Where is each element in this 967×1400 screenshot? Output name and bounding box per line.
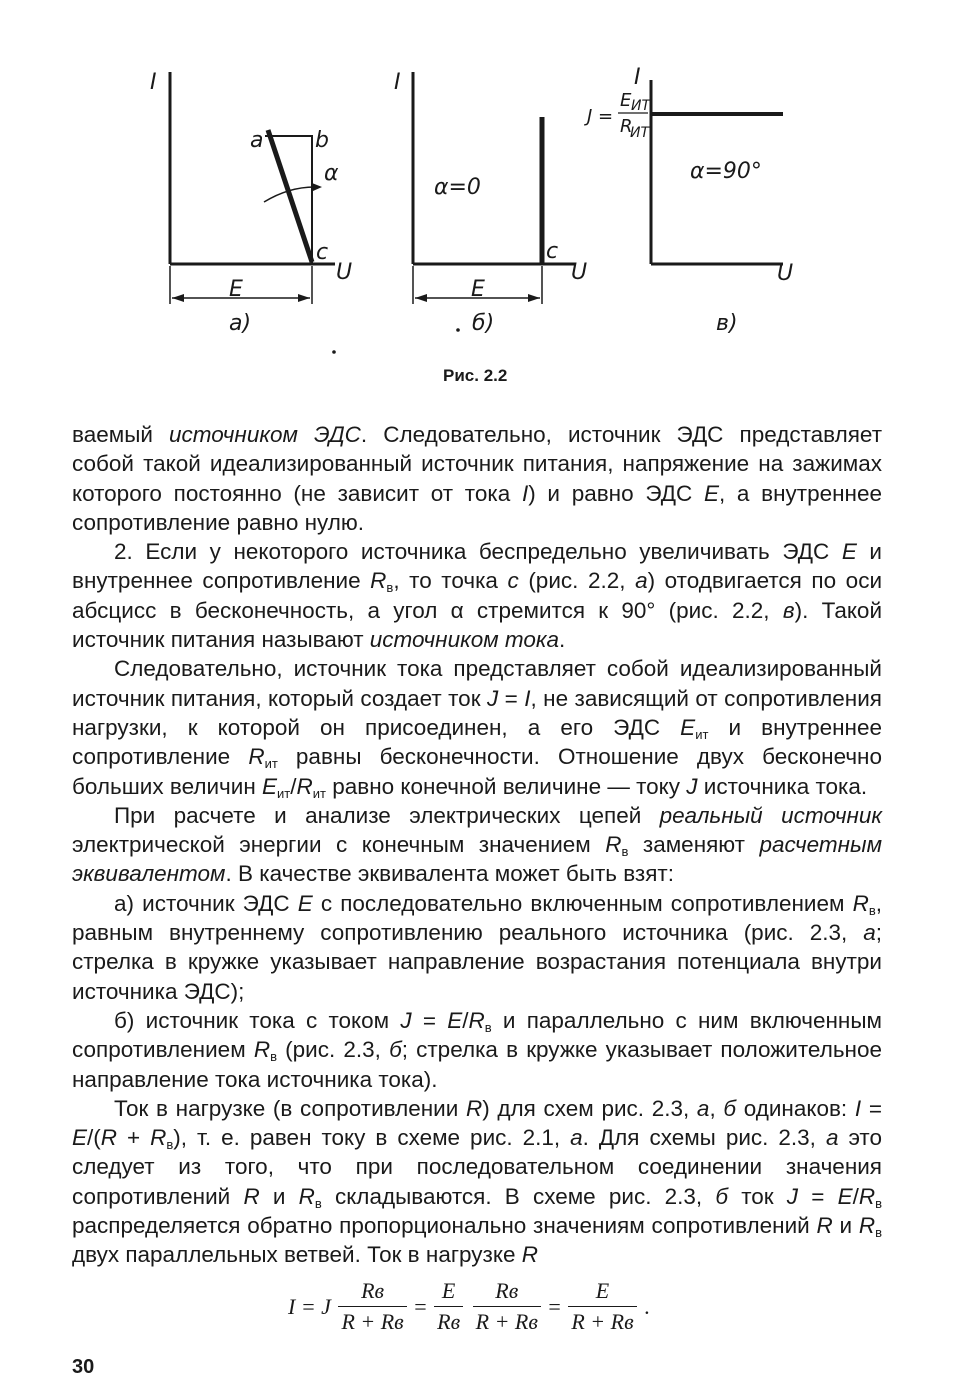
panel-a-alpha-arrow xyxy=(312,183,322,191)
panel-c xyxy=(584,65,793,336)
formula-fraction-1 xyxy=(338,1278,406,1335)
paragraph: Следовательно, источник тока представляет собой идеализированный источник питания, который создает ток J = I, не зависящий от сопротивления нагрузки, к которой он присоединен, а его ЭДС $E_{ит}$ и внутреннее сопротивление $R_{ит}$ равны бесконечности. Отношение двух бесконечно больших величин $E_{ит}/R_{ит}$ равно конечной величине — току J источника тока. xyxy=(72,656,882,801)
panel-b-axis-i-label: I xyxy=(394,70,401,95)
stray-dot xyxy=(332,350,336,354)
formula-fraction-3 xyxy=(473,1278,541,1335)
formula-lhs: I = J xyxy=(288,1293,331,1319)
paragraph: б) источник тока с током $J = E/R_в$ и параллельно с ним включенным сопротивлением $R_в$ (рис. 2.3, б; стрелка в кружке указывает положительное направление тока источника тока). xyxy=(72,1007,882,1092)
panel-c-frac-num: E xyxy=(620,90,632,111)
panel-a-e-arrow-left xyxy=(172,294,184,302)
formula-f3-den: R + Rв xyxy=(475,1309,538,1334)
panel-a-label-alpha: α xyxy=(324,161,339,186)
panel-b-e-arrow-left xyxy=(415,294,427,302)
formula-end: . xyxy=(644,1293,650,1319)
panel-b-label-alpha: α=0 xyxy=(434,175,481,200)
panel-a-e-arrow-right xyxy=(298,294,310,302)
formula-f2-num: E xyxy=(434,1278,463,1307)
panel-c-sublabel: в) xyxy=(716,311,738,336)
panel-c-j-label: J = xyxy=(587,106,614,127)
formula-equals-2: = xyxy=(548,1293,561,1319)
panel-a-axis-i-label: I xyxy=(150,70,157,95)
panel-b-label-c: c xyxy=(546,239,559,264)
current-formula xyxy=(288,1278,650,1335)
paragraph: ваемый источником ЭДС. Следовательно, источник ЭДС представляет собой такой идеализированный источник питания, напряжение на зажимах которого постоянно (не зависит от тока I) и равно ЭДС E, а внутреннее сопротивление равно нулю. xyxy=(72,422,883,535)
panel-c-axis-u-label: U xyxy=(777,261,794,286)
formula-f4-num: E xyxy=(568,1278,636,1307)
panel-a-label-e: E xyxy=(229,277,243,302)
paragraph: Ток в нагрузке (в сопротивлении R) для схем рис. 2.3, а, б одинаков: $I = E/(R + R_в)$, т. е. равен току в схеме рис. 2.1, а. Для схемы рис. 2.3, а это следует из того, что при последовательном соединении значения сопротивлений R и $R_в$ складываются. В схеме рис. 2.3, б ток $J = E/R_в$ распределяется обратно пропорционально значениям сопротивлений R и $R_в$ двух параллельных ветвей. Ток в нагрузке R xyxy=(72,1095,882,1268)
figure-2-2 xyxy=(0,0,967,360)
formula-equals: = xyxy=(414,1293,427,1319)
panel-c-label-alpha: α=90° xyxy=(690,159,762,184)
panel-a-sublabel: а) xyxy=(229,311,252,336)
panel-b xyxy=(394,70,587,336)
panel-a-label-c: c xyxy=(316,240,329,265)
panel-b-axis-u-label: U xyxy=(571,260,588,285)
formula-f4-den: R + Rв xyxy=(571,1309,634,1334)
panel-b-speck xyxy=(456,328,460,332)
panel-c-frac-num-sub: ИТ xyxy=(631,98,651,114)
panel-a-label-a: a xyxy=(250,128,264,153)
formula-fraction-4 xyxy=(568,1278,636,1335)
panel-a-axis-u-label: U xyxy=(336,260,353,285)
panel-b-e-arrow-right xyxy=(528,294,540,302)
panel-b-label-e: E xyxy=(471,277,485,302)
formula-fraction-2 xyxy=(434,1278,463,1335)
panel-b-sublabel: б) xyxy=(472,311,495,336)
panel-c-frac-den-sub: ИТ xyxy=(630,125,650,141)
panel-c-axis-i-label: I xyxy=(634,65,641,90)
body-text xyxy=(72,420,882,1270)
formula-f1-num: Rв xyxy=(338,1278,406,1307)
figure-caption: Рис. 2.2 xyxy=(443,366,508,385)
paragraph: 2. Если у некоторого источника беспредельно увеличивать ЭДС E и внутреннее сопротивление $R_в$, то точка с (рис. 2.2, а) отодвигается по оси абсцисс в бесконечность, а угол α стремится к 90° (рис. 2.2, в). Такой источник питания называют источником тока. xyxy=(72,539,883,653)
paragraph: а) источник ЭДС E с последовательно включенным сопротивлением $R_в$, равным внутреннему сопротивлению реального источника (рис. 2.3, а; стрелка в кружке указывает направление возрастания потенциала внутри источника ЭДС); xyxy=(72,890,882,1004)
formula-f2-den: Rв xyxy=(437,1309,461,1334)
paragraph: При расчете и анализе электрических цепей реальный источник электрической энергии с конечным значением $R_в$ заменяют расчетным эквивалентом. В качестве эквивалента может быть взят: xyxy=(72,802,883,887)
page-number: 30 xyxy=(72,1356,95,1378)
panel-c-frac-den: R xyxy=(620,116,633,137)
formula-f1-den: R + Rв xyxy=(341,1309,404,1334)
panel-a-label-b: b xyxy=(315,128,329,153)
formula-f3-num: Rв xyxy=(473,1278,541,1307)
panel-a xyxy=(150,70,352,336)
